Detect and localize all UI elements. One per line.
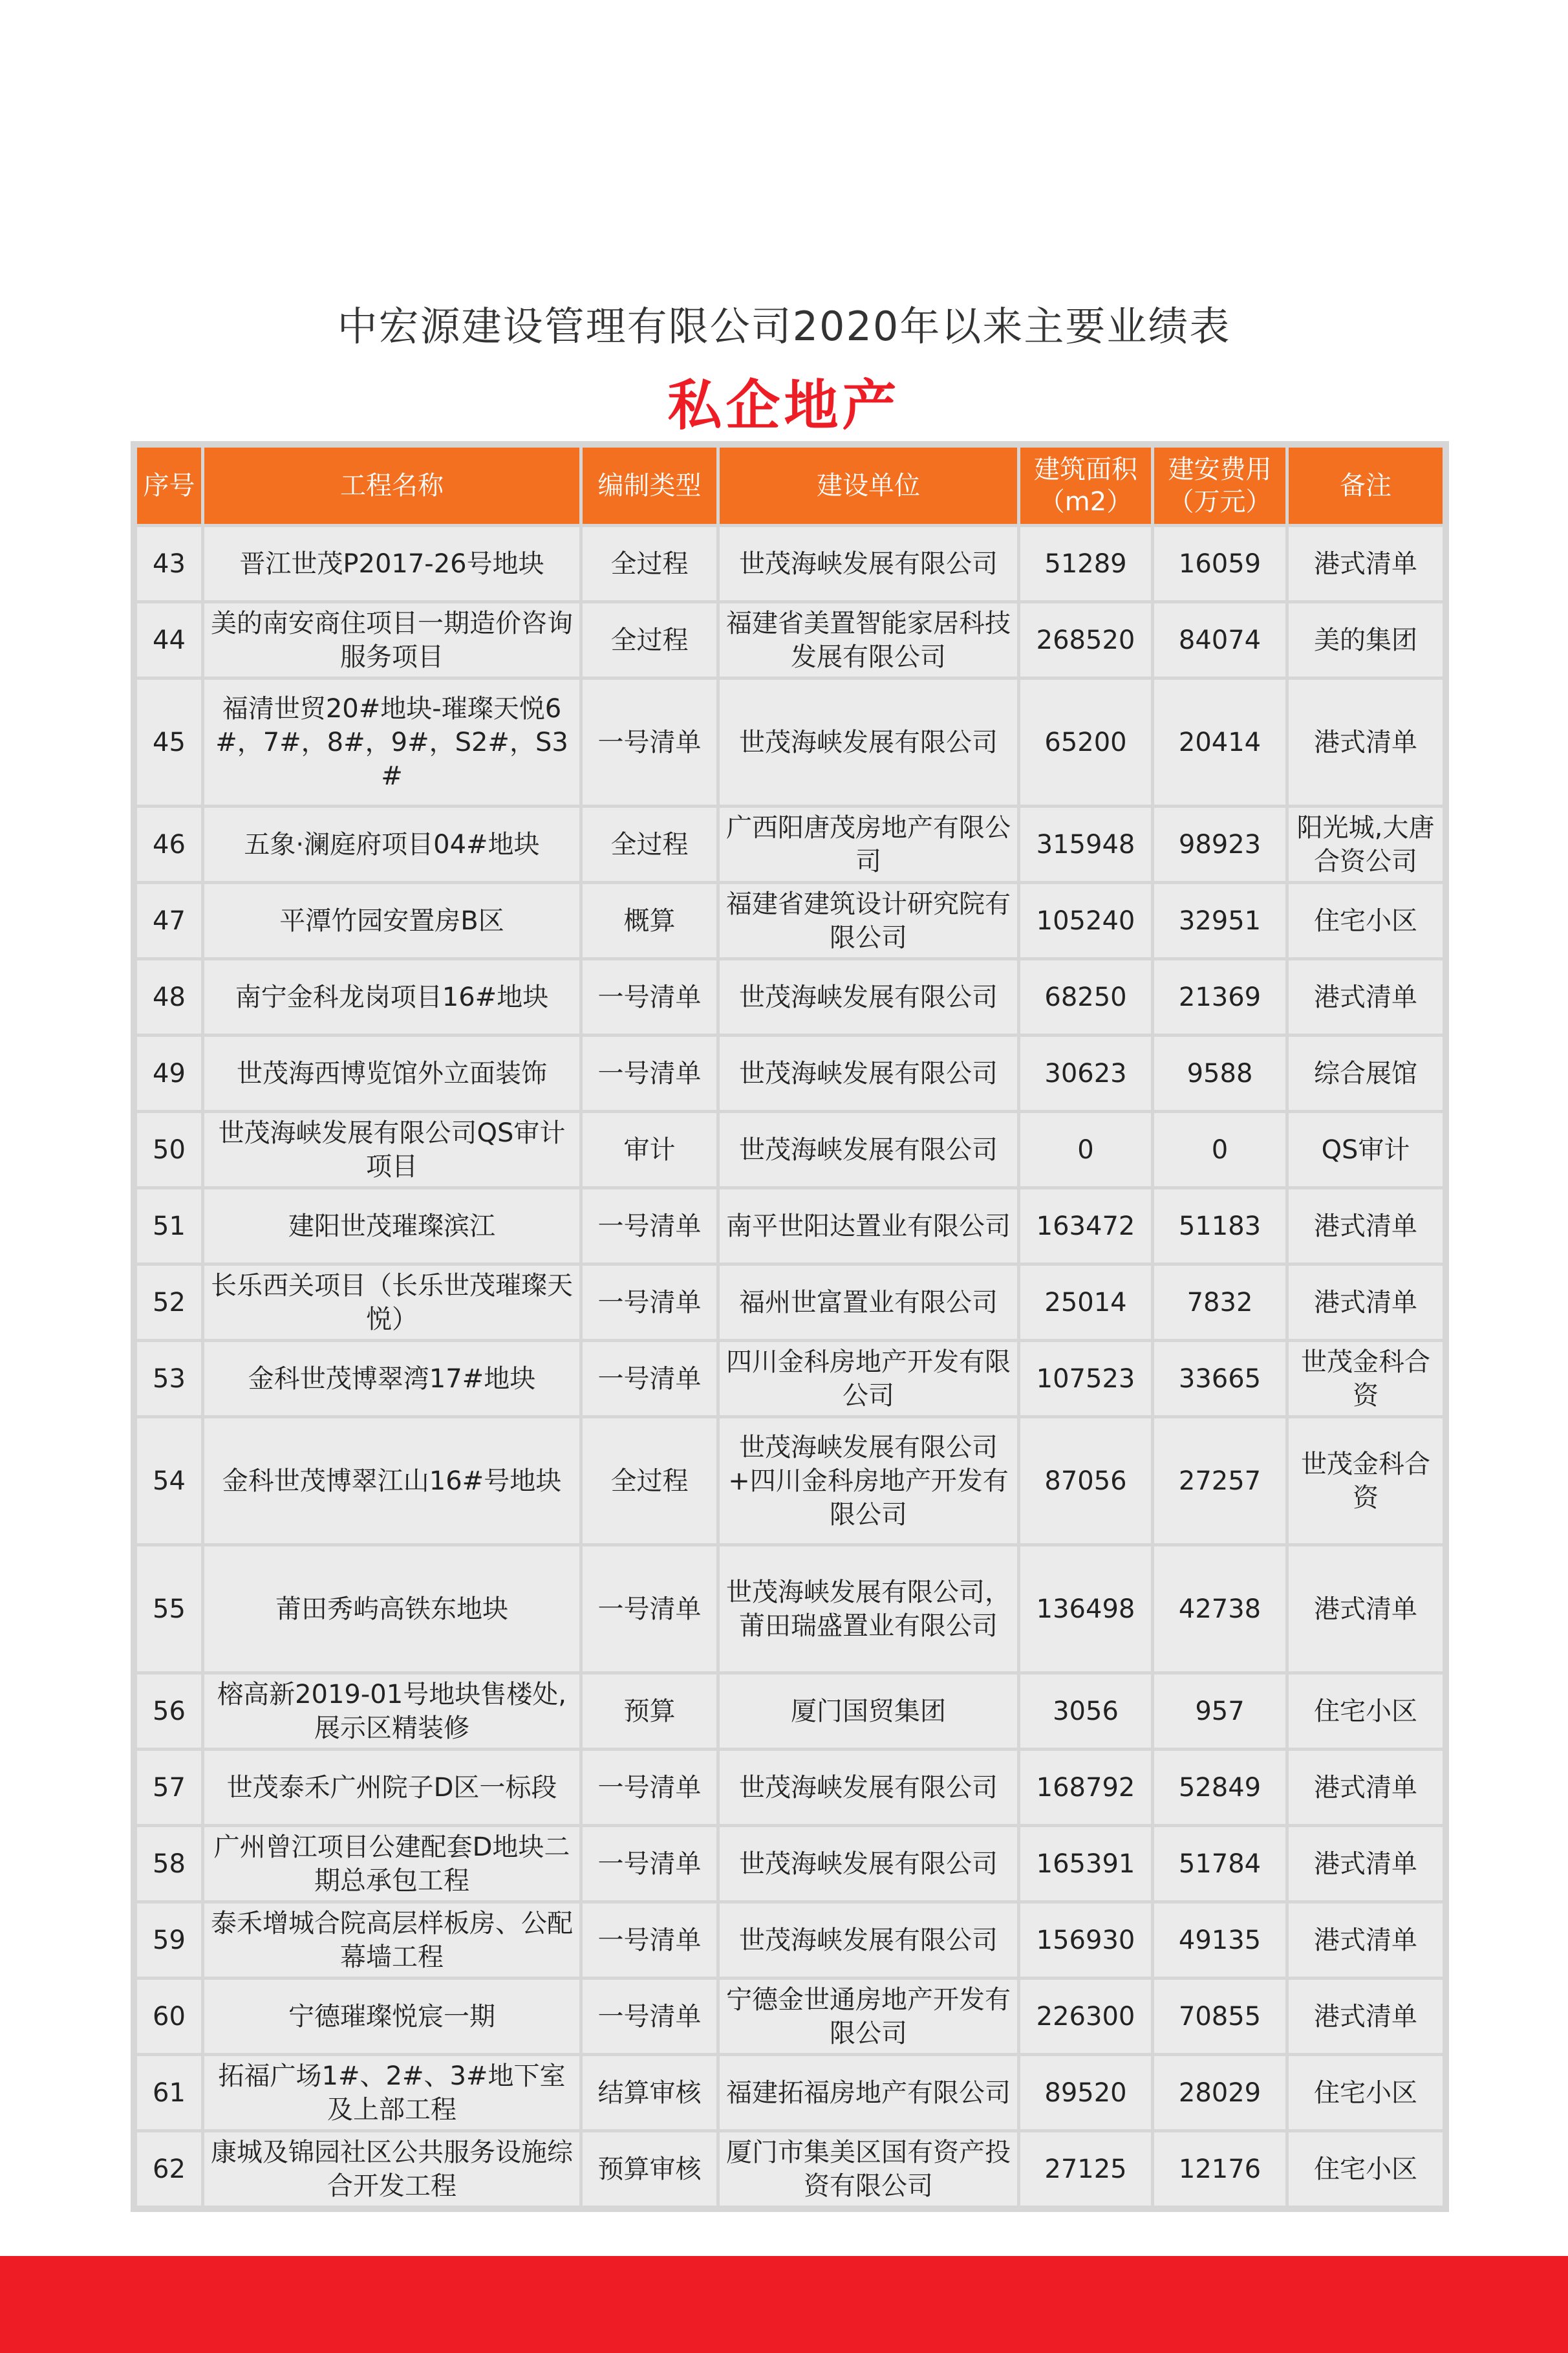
cell-cost: 70855 bbox=[1153, 1979, 1287, 2055]
page-subtitle: 私企地产 bbox=[667, 374, 901, 437]
cell-remarks: 港式清单 bbox=[1287, 1545, 1444, 1673]
cell-owner: 福州世富置业有限公司 bbox=[718, 1264, 1019, 1341]
cell-cost: 0 bbox=[1153, 1112, 1287, 1188]
table-row bbox=[136, 602, 1444, 678]
cell-project-name: 美的南安商住项目一期造价咨询服务项目 bbox=[203, 602, 581, 678]
cell-owner: 世茂海峡发展有限公司 bbox=[718, 1902, 1019, 1979]
cell-compile-type: 审计 bbox=[581, 1112, 718, 1188]
cell-owner: 世茂海峡发展有限公司，莆田瑞盛置业有限公司 bbox=[718, 1545, 1019, 1673]
cell-remarks: 港式清单 bbox=[1287, 1264, 1444, 1341]
cell-remarks: 住宅小区 bbox=[1287, 1673, 1444, 1750]
cell-cost: 49135 bbox=[1153, 1902, 1287, 1979]
cell-project-name: 莆田秀屿高铁东地块 bbox=[203, 1545, 581, 1673]
cell-index: 48 bbox=[136, 959, 203, 1036]
cell-compile-type: 一号清单 bbox=[581, 1264, 718, 1341]
cell-remarks: 港式清单 bbox=[1287, 1188, 1444, 1264]
cell-project-name: 拓福广场1#、2#、3#地下室及上部工程 bbox=[203, 2055, 581, 2131]
cell-compile-type: 一号清单 bbox=[581, 1341, 718, 1417]
table-row bbox=[136, 526, 1444, 602]
cell-remarks: 住宅小区 bbox=[1287, 2055, 1444, 2131]
cell-cost: 957 bbox=[1153, 1673, 1287, 1750]
cell-cost: 51784 bbox=[1153, 1826, 1287, 1902]
performance-table bbox=[134, 444, 1446, 2209]
cell-index: 61 bbox=[136, 2055, 203, 2131]
header-owner: 建设单位 bbox=[718, 446, 1019, 526]
cell-compile-type: 全过程 bbox=[581, 526, 718, 602]
cell-area: 65200 bbox=[1019, 678, 1153, 807]
cell-compile-type: 一号清单 bbox=[581, 1979, 718, 2055]
cell-index: 54 bbox=[136, 1417, 203, 1545]
cell-cost: 28029 bbox=[1153, 2055, 1287, 2131]
table-row bbox=[136, 883, 1444, 959]
cell-project-name: 世茂海峡发展有限公司QS审计项目 bbox=[203, 1112, 581, 1188]
table-body bbox=[136, 526, 1444, 2207]
cell-index: 49 bbox=[136, 1036, 203, 1112]
table-row bbox=[136, 1826, 1444, 1902]
cell-remarks: 世茂金科合资 bbox=[1287, 1341, 1444, 1417]
table-row bbox=[136, 1673, 1444, 1750]
cell-remarks: 阳光城,大唐合资公司 bbox=[1287, 807, 1444, 883]
cell-project-name: 福清世贸20#地块-璀璨天悦6#，7#，8#，9#，S2#，S3# bbox=[203, 678, 581, 807]
bottom-accent-bar bbox=[0, 2256, 1568, 2353]
table-row bbox=[136, 959, 1444, 1036]
table-row bbox=[136, 2131, 1444, 2207]
cell-remarks: 美的集团 bbox=[1287, 602, 1444, 678]
cell-area: 163472 bbox=[1019, 1188, 1153, 1264]
cell-area: 315948 bbox=[1019, 807, 1153, 883]
cell-area: 3056 bbox=[1019, 1673, 1153, 1750]
cell-project-name: 泰禾增城合院高层样板房、公配幕墙工程 bbox=[203, 1902, 581, 1979]
cell-cost: 51183 bbox=[1153, 1188, 1287, 1264]
cell-cost: 32951 bbox=[1153, 883, 1287, 959]
cell-remarks: 世茂金科合资 bbox=[1287, 1417, 1444, 1545]
cell-compile-type: 全过程 bbox=[581, 807, 718, 883]
cell-owner: 福建省建筑设计研究院有限公司 bbox=[718, 883, 1019, 959]
cell-cost: 33665 bbox=[1153, 1341, 1287, 1417]
cell-cost: 52849 bbox=[1153, 1750, 1287, 1826]
cell-area: 168792 bbox=[1019, 1750, 1153, 1826]
cell-remarks: 港式清单 bbox=[1287, 678, 1444, 807]
cell-area: 107523 bbox=[1019, 1341, 1153, 1417]
cell-area: 27125 bbox=[1019, 2131, 1153, 2207]
cell-index: 43 bbox=[136, 526, 203, 602]
cell-index: 59 bbox=[136, 1902, 203, 1979]
cell-index: 57 bbox=[136, 1750, 203, 1826]
cell-compile-type: 概算 bbox=[581, 883, 718, 959]
cell-remarks: 港式清单 bbox=[1287, 1979, 1444, 2055]
cell-compile-type: 预算审核 bbox=[581, 2131, 718, 2207]
cell-cost: 84074 bbox=[1153, 602, 1287, 678]
cell-owner: 世茂海峡发展有限公司 bbox=[718, 526, 1019, 602]
table-row bbox=[136, 1264, 1444, 1341]
cell-owner: 世茂海峡发展有限公司 bbox=[718, 678, 1019, 807]
table-row bbox=[136, 807, 1444, 883]
table-row bbox=[136, 1341, 1444, 1417]
cell-cost: 21369 bbox=[1153, 959, 1287, 1036]
cell-cost: 12176 bbox=[1153, 2131, 1287, 2207]
cell-cost: 27257 bbox=[1153, 1417, 1287, 1545]
cell-compile-type: 全过程 bbox=[581, 1417, 718, 1545]
cell-owner: 四川金科房地产开发有限公司 bbox=[718, 1341, 1019, 1417]
cell-area: 136498 bbox=[1019, 1545, 1153, 1673]
cell-compile-type: 一号清单 bbox=[581, 1545, 718, 1673]
table-row bbox=[136, 678, 1444, 807]
cell-index: 50 bbox=[136, 1112, 203, 1188]
table-header-row bbox=[136, 446, 1444, 526]
cell-project-name: 广州曾江项目公建配套D地块二期总承包工程 bbox=[203, 1826, 581, 1902]
cell-area: 89520 bbox=[1019, 2055, 1153, 2131]
cell-cost: 7832 bbox=[1153, 1264, 1287, 1341]
cell-owner: 福建拓福房地产有限公司 bbox=[718, 2055, 1019, 2131]
cell-project-name: 南宁金科龙岗项目16#地块 bbox=[203, 959, 581, 1036]
cell-index: 58 bbox=[136, 1826, 203, 1902]
table-row bbox=[136, 1750, 1444, 1826]
cell-index: 56 bbox=[136, 1673, 203, 1750]
header-cost: 建安费用（万元） bbox=[1153, 446, 1287, 526]
cell-owner: 世茂海峡发展有限公司 bbox=[718, 1112, 1019, 1188]
cell-remarks: QS审计 bbox=[1287, 1112, 1444, 1188]
cell-area: 87056 bbox=[1019, 1417, 1153, 1545]
cell-owner: 世茂海峡发展有限公司 bbox=[718, 1750, 1019, 1826]
cell-owner: 南平世阳达置业有限公司 bbox=[718, 1188, 1019, 1264]
cell-compile-type: 一号清单 bbox=[581, 1750, 718, 1826]
cell-index: 52 bbox=[136, 1264, 203, 1341]
cell-area: 226300 bbox=[1019, 1979, 1153, 2055]
cell-project-name: 世茂泰禾广州院子D区一标段 bbox=[203, 1750, 581, 1826]
cell-project-name: 金科世茂博翠湾17#地块 bbox=[203, 1341, 581, 1417]
cell-index: 55 bbox=[136, 1545, 203, 1673]
header-remarks: 备注 bbox=[1287, 446, 1444, 526]
cell-owner: 厦门国贸集团 bbox=[718, 1673, 1019, 1750]
cell-project-name: 康城及锦园社区公共服务设施综合开发工程 bbox=[203, 2131, 581, 2207]
cell-owner: 世茂海峡发展有限公司 bbox=[718, 1826, 1019, 1902]
cell-remarks: 住宅小区 bbox=[1287, 2131, 1444, 2207]
cell-project-name: 金科世茂博翠江山16#号地块 bbox=[203, 1417, 581, 1545]
header-area: 建筑面积（m2） bbox=[1019, 446, 1153, 526]
cell-compile-type: 一号清单 bbox=[581, 678, 718, 807]
cell-project-name: 榕高新2019-01号地块售楼处,展示区精装修 bbox=[203, 1673, 581, 1750]
cell-cost: 16059 bbox=[1153, 526, 1287, 602]
cell-index: 46 bbox=[136, 807, 203, 883]
cell-area: 68250 bbox=[1019, 959, 1153, 1036]
cell-cost: 20414 bbox=[1153, 678, 1287, 807]
table-row bbox=[136, 1545, 1444, 1673]
table-row bbox=[136, 1979, 1444, 2055]
cell-area: 25014 bbox=[1019, 1264, 1153, 1341]
cell-project-name: 宁德璀璨悦宸一期 bbox=[203, 1979, 581, 2055]
cell-project-name: 建阳世茂璀璨滨江 bbox=[203, 1188, 581, 1264]
table-row bbox=[136, 2055, 1444, 2131]
cell-index: 62 bbox=[136, 2131, 203, 2207]
cell-project-name: 长乐西关项目（长乐世茂璀璨天悦） bbox=[203, 1264, 581, 1341]
cell-owner: 广西阳唐茂房地产有限公司 bbox=[718, 807, 1019, 883]
cell-owner: 世茂海峡发展有限公司 bbox=[718, 959, 1019, 1036]
cell-area: 30623 bbox=[1019, 1036, 1153, 1112]
table-row bbox=[136, 1417, 1444, 1545]
header-project-name: 工程名称 bbox=[203, 446, 581, 526]
cell-cost: 98923 bbox=[1153, 807, 1287, 883]
cell-owner: 厦门市集美区国有资产投资有限公司 bbox=[718, 2131, 1019, 2207]
table-row bbox=[136, 1188, 1444, 1264]
cell-project-name: 平潭竹园安置房B区 bbox=[203, 883, 581, 959]
cell-compile-type: 一号清单 bbox=[581, 959, 718, 1036]
cell-remarks: 港式清单 bbox=[1287, 1826, 1444, 1902]
cell-index: 53 bbox=[136, 1341, 203, 1417]
cell-area: 165391 bbox=[1019, 1826, 1153, 1902]
cell-area: 268520 bbox=[1019, 602, 1153, 678]
cell-index: 51 bbox=[136, 1188, 203, 1264]
cell-owner: 福建省美置智能家居科技发展有限公司 bbox=[718, 602, 1019, 678]
cell-compile-type: 一号清单 bbox=[581, 1902, 718, 1979]
cell-remarks: 住宅小区 bbox=[1287, 883, 1444, 959]
cell-index: 45 bbox=[136, 678, 203, 807]
page-title: 中宏源建设管理有限公司2020年以来主要业绩表 bbox=[337, 303, 1231, 350]
cell-remarks: 港式清单 bbox=[1287, 1750, 1444, 1826]
cell-index: 47 bbox=[136, 883, 203, 959]
cell-area: 0 bbox=[1019, 1112, 1153, 1188]
cell-compile-type: 一号清单 bbox=[581, 1036, 718, 1112]
cell-compile-type: 一号清单 bbox=[581, 1188, 718, 1264]
cell-compile-type: 全过程 bbox=[581, 602, 718, 678]
cell-compile-type: 预算 bbox=[581, 1673, 718, 1750]
header-index: 序号 bbox=[136, 446, 203, 526]
cell-area: 105240 bbox=[1019, 883, 1153, 959]
cell-index: 44 bbox=[136, 602, 203, 678]
cell-remarks: 综合展馆 bbox=[1287, 1036, 1444, 1112]
cell-area: 156930 bbox=[1019, 1902, 1153, 1979]
table-row bbox=[136, 1036, 1444, 1112]
cell-compile-type: 一号清单 bbox=[581, 1826, 718, 1902]
table-row bbox=[136, 1902, 1444, 1979]
cell-compile-type: 结算审核 bbox=[581, 2055, 718, 2131]
cell-project-name: 晋江世茂P2017-26号地块 bbox=[203, 526, 581, 602]
cell-area: 51289 bbox=[1019, 526, 1153, 602]
cell-owner: 世茂海峡发展有限公司+四川金科房地产开发有限公司 bbox=[718, 1417, 1019, 1545]
cell-project-name: 五象·澜庭府项目04#地块 bbox=[203, 807, 581, 883]
cell-cost: 9588 bbox=[1153, 1036, 1287, 1112]
cell-remarks: 港式清单 bbox=[1287, 959, 1444, 1036]
cell-owner: 世茂海峡发展有限公司 bbox=[718, 1036, 1019, 1112]
table-row bbox=[136, 1112, 1444, 1188]
cell-cost: 42738 bbox=[1153, 1545, 1287, 1673]
cell-owner: 宁德金世通房地产开发有限公司 bbox=[718, 1979, 1019, 2055]
cell-remarks: 港式清单 bbox=[1287, 1902, 1444, 1979]
cell-remarks: 港式清单 bbox=[1287, 526, 1444, 602]
cell-project-name: 世茂海西博览馆外立面装饰 bbox=[203, 1036, 581, 1112]
header-compile-type: 编制类型 bbox=[581, 446, 718, 526]
cell-index: 60 bbox=[136, 1979, 203, 2055]
